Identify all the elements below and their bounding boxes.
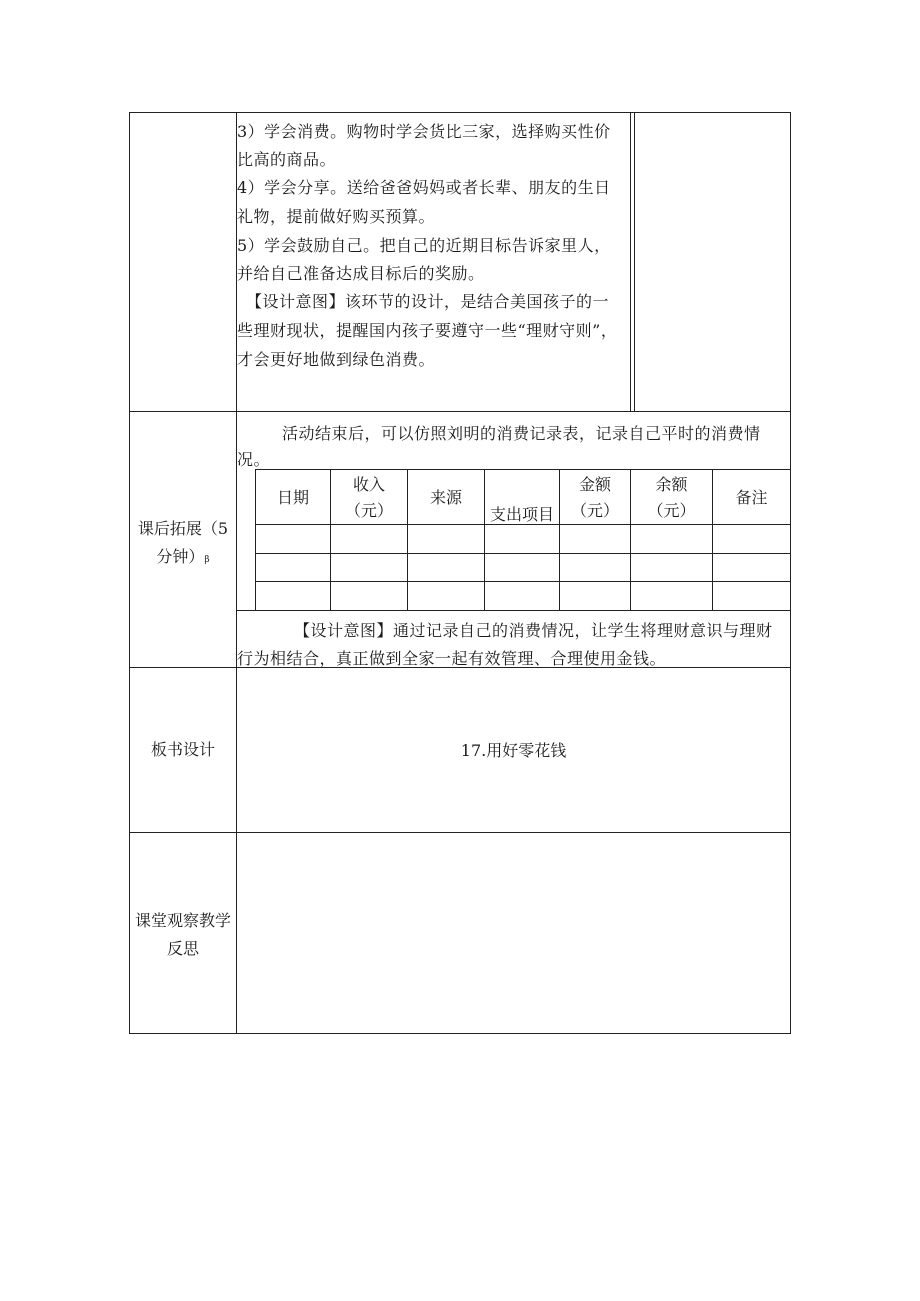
homework-intro-line2: 况。: [237, 450, 271, 469]
table-border-bottom: [129, 1033, 791, 1034]
board-label: 板书设计: [150, 740, 215, 759]
reflection-label: [130, 907, 236, 963]
header-line1: 来源: [429, 488, 462, 507]
board-title: 17.用好零花钱: [460, 741, 567, 760]
homework-label-mark: β: [204, 555, 210, 565]
homework-intent-line2: 行为相结合，真正做到全家一起有效管理、合理使用金钱。: [237, 649, 667, 668]
text-line: 3）学会消费。购物时学会货比三家，选择购买性价: [237, 122, 611, 141]
reflection-label-line2: 反思: [166, 939, 199, 958]
text-line: 4）学会分享。送给爸爸妈妈或者长辈、朋友的生日: [237, 178, 611, 197]
homework-intro-line1: 活动结束后，可以仿照刘明的消费记录表，记录自己平时的消费情: [282, 424, 761, 443]
header-line2: （元）: [647, 501, 696, 520]
reflection-label-line1: 课堂观察教学: [134, 911, 231, 930]
record-header-source: [408, 472, 484, 507]
homework-intent-line1: 【设计意图】通过记录自己的消费情况，让学生将理财意识与理财: [294, 621, 773, 640]
record-table-hline: [255, 581, 790, 582]
text-line: 并给自己准备达成目标后的奖励。: [237, 264, 485, 283]
design-intent-line: 些理财现状，提醒国内孩子要遵守一些“理财守则”，: [237, 321, 618, 340]
record-header-amount: [560, 472, 630, 524]
homework-label-line2-wrap: [130, 543, 236, 574]
record-header-expense-item: [485, 472, 559, 528]
row-separator-3: [129, 832, 791, 833]
header-line1: 余额: [655, 475, 688, 494]
homework-label-line2: 分钟）: [156, 547, 205, 566]
record-header-notes: [713, 472, 790, 507]
header-line1: 备注: [735, 488, 768, 507]
text-line: 5）学会鼓励自己。把自己的近期目标告诉家里人，: [237, 236, 611, 255]
design-intent-line: 【设计意图】该环节的设计，是结合美国孩子的一: [246, 292, 610, 311]
text-line: 比高的商品。: [237, 150, 337, 169]
header-line1: 日期: [276, 488, 309, 507]
table-border-top: [129, 112, 791, 113]
header-line1: [485, 472, 559, 498]
record-table-hline: [255, 553, 790, 554]
table-border-right: [790, 112, 791, 1034]
record-table-hline: [237, 610, 790, 611]
header-line2: （元）: [344, 501, 393, 520]
header-line1: 金额: [578, 475, 611, 494]
record-table-hline: [255, 469, 790, 470]
homework-label: [130, 515, 236, 574]
record-header-balance: [631, 472, 712, 524]
header-line1: 收入: [352, 475, 385, 494]
record-header-date: [256, 472, 330, 507]
homework-label-line1: 课后拓展（5: [137, 519, 229, 538]
top-section-divider-a: [630, 112, 631, 411]
text-line: 礼物，提前做好购买预算。: [237, 207, 436, 226]
header-line2: （元）: [570, 501, 619, 520]
header-line2: 支出项目: [489, 505, 554, 524]
row-separator-1: [129, 411, 791, 412]
record-header-income: [331, 472, 407, 524]
design-intent-line: 才会更好地做到绿色消费。: [237, 350, 436, 369]
top-section-divider-b: [634, 112, 635, 411]
